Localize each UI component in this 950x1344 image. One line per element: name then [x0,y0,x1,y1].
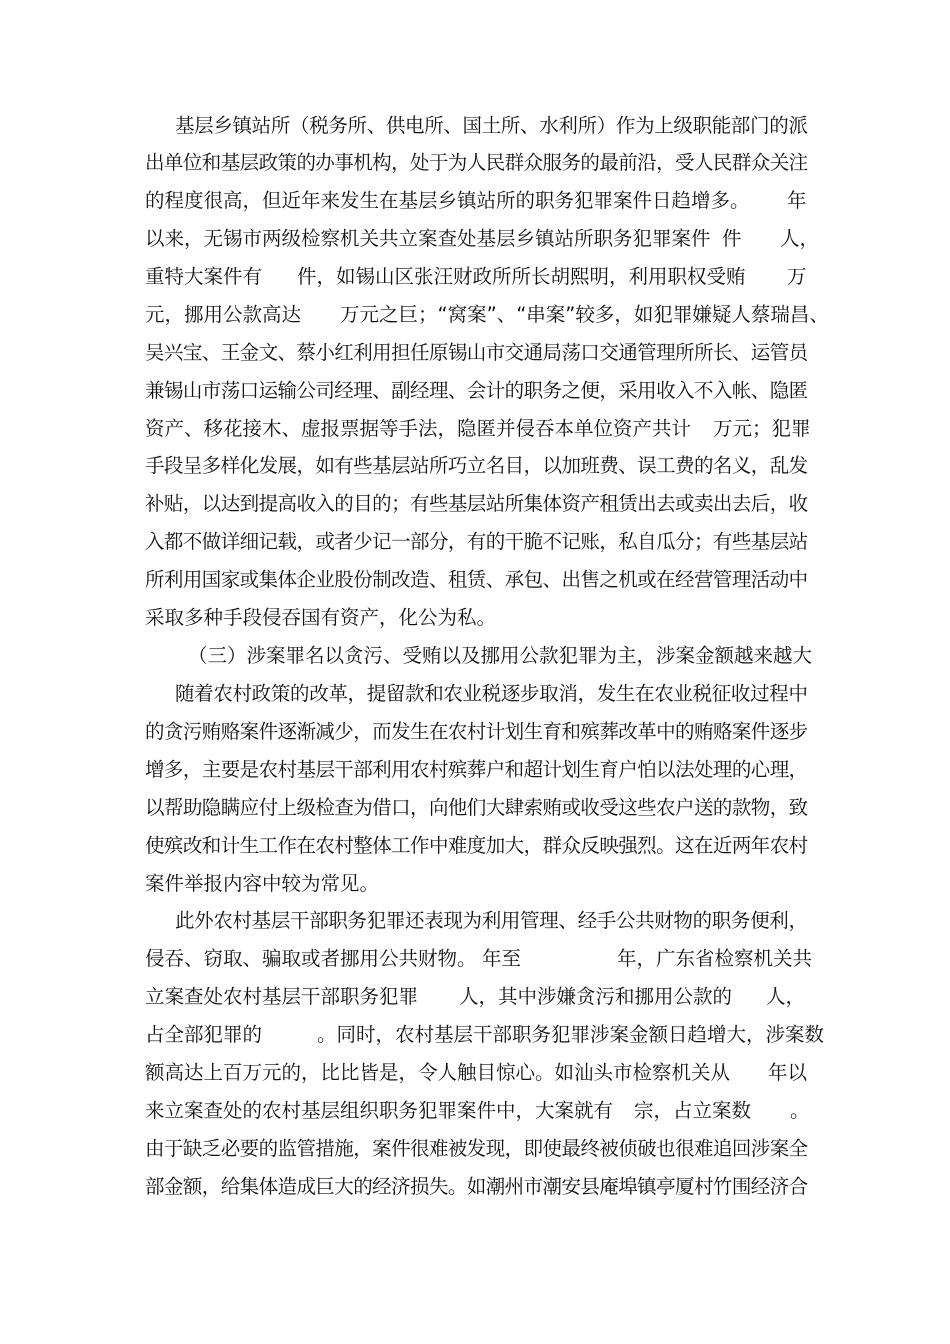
text-segment: 随着农村政策的改革，提留款和农业税逐步取消，发生在农业税征收过程中 [175,682,808,705]
text-segment: 补贴，以达到提高收入的目的；有些基层站所集体资产租赁出去或卖出去后，收 [145,492,808,515]
text-line [0,717,950,747]
text-segment: 来立案查处的农村基层组织职务犯罪案件中，大案就有 [145,1099,614,1122]
text-line [0,1134,950,1164]
text-segment: 万 [787,265,807,288]
text-segment: 。同时，农村基层干部职务犯罪涉案金额日趋增大，涉案数 [317,1023,825,1046]
text-segment: 兼锡山市荡口运输公司经理、副经理、会计的职务之便，采用收入不入帐、隐匿 [145,379,808,402]
text-line [0,869,950,899]
text-segment: 基层乡镇站所（税务所、供电所、国土所、水利所）作为上级职能部门的派 [175,114,808,137]
text-line [0,527,950,557]
text-segment: 此外农村基层干部职务犯罪还表现为利用管理、经手公共财物的职务便利， [175,909,808,932]
text-segment: 件 [722,227,742,250]
text-segment: 由于缺乏必要的监管措施，案件很难被发现，即使最终被侦破也很难追回涉案全 [145,1137,808,1160]
text-segment: 案件举报内容中较为常见。 [145,872,380,895]
text-line [0,1020,950,1050]
text-segment: 元，挪用公款高达 [145,303,302,326]
text-segment: 人， [766,985,806,1008]
text-segment: 吴兴宝、王金文、蔡小红利用担任原锡山市交通局荡口交通管理所所长、运管员 [145,341,808,364]
text-segment: 采取多种手段侵吞国有资产，化公为私。 [145,606,497,629]
text-line [0,300,950,330]
text-segment: 部金额，给集体造成巨大的经济损失。如潮州市潮安县庵埠镇亭厦村竹围经济合 [145,1175,808,1198]
text-segment: 件，如锡山区张汪财政所所长胡熙明，利用职权受贿 [297,265,746,288]
text-segment: 手段呈多样化发展，如有些基层站所巧立名目，以加班费、误工费的名义，乱发 [145,454,808,477]
text-segment: 人， [780,227,820,250]
text-line [0,489,950,519]
text-segment: 年 [787,189,807,212]
text-segment: 万元；犯罪 [713,417,811,440]
text-line [0,338,950,368]
text-segment: 入都不做详细记载，或者少记一部分，有的干脆不记账，私自瓜分；有些基层站 [145,530,808,553]
text-line [0,1172,950,1202]
text-segment: 的程度很高，但近年来发生在基层乡镇站所的职务犯罪案件日趋增多。 [145,189,750,212]
text-line [0,376,950,406]
text-segment: 使殡改和计生工作在农村整体工作中难度加大，群众反映强烈。这在近两年农村 [145,834,808,857]
text-segment: 以帮助隐瞒应付上级检查为借口，向他们大肆索贿或收受这些农户送的款物，致 [145,796,808,819]
text-segment: 侵吞、窃取、骗取或者挪用公共财物。 [145,947,477,970]
text-line [0,1058,950,1088]
text-line [0,906,950,936]
text-line [0,111,950,141]
text-line [0,982,950,1012]
text-line [0,831,950,861]
text-segment: 出单位和基层政策的办事机构，处于为人民群众服务的最前沿，受人民群众关注 [145,151,808,174]
text-line [0,186,950,216]
text-line [0,262,950,292]
text-segment: 。 [790,1099,810,1122]
text-segment: 以来，无锡市两级检察机关共立案查处基层乡镇站所职务犯罪案件 [145,227,711,250]
text-line [0,565,950,595]
text-segment: 人，其中涉嫌贪污和挪用公款的 [459,985,733,1008]
text-segment: 的贪污贿赂案件逐渐减少，而发生在农村计划生育和殡葬改革中的贿赂案件逐步 [145,720,808,743]
text-line [0,603,950,633]
text-segment: 重特大案件有 [145,265,263,288]
text-segment: 立案查处农村基层干部职务犯罪 [145,985,419,1008]
text-segment: 资产、移花接木、虚报票据等手法，隐匿并侵吞本单位资产共计 [145,417,692,440]
text-line [0,679,950,709]
text-line [0,414,950,444]
text-segment: 占全部犯罪的 [145,1023,263,1046]
text-segment: 年以 [768,1061,808,1084]
text-line [0,755,950,785]
text-line [0,641,950,671]
text-segment: 增多，主要是农村基层干部利用农村殡葬户和超计划生育户怕以法处理的心理， [145,758,808,781]
text-line [0,148,950,178]
text-line [0,224,950,254]
text-line [0,793,950,823]
text-segment: 年，广东省检察机关共 [617,947,813,970]
text-line [0,451,950,481]
text-line [0,1096,950,1126]
text-segment: 宗，占立案数 [634,1099,752,1122]
text-segment: 所利用国家或集体企业股份制改造、租赁、承包、出售之机或在经营管理活动中 [145,568,808,591]
text-segment: 年至 [482,947,522,970]
text-segment: 万元之巨；“窝案”、“串案”较多，如犯罪嫌疑人蔡瑞昌、 [340,303,829,326]
text-line [0,944,950,974]
text-segment: 额高达上百万元的，比比皆是，令人触目惊心。如汕头市检察机关从 [145,1061,731,1084]
text-segment: （三）涉案罪名以贪污、受贿以及挪用公款犯罪为主，涉案金额越来越大 [188,644,813,667]
